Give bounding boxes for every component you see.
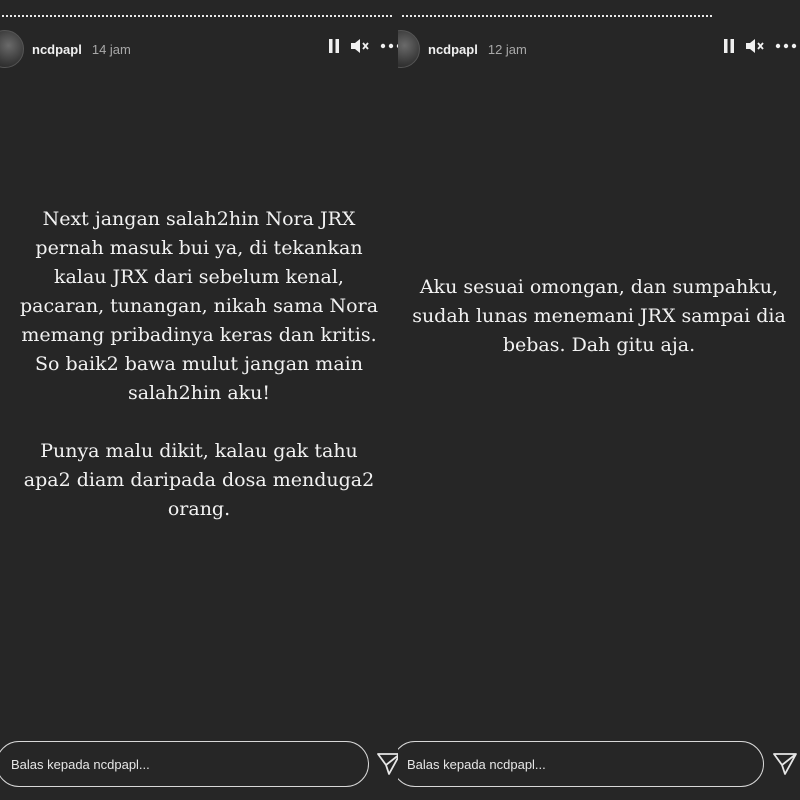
mute-icon[interactable]	[745, 38, 765, 54]
reply-row	[0, 741, 398, 789]
story-caption	[398, 273, 800, 360]
caption-paragraph: Punya malu dikit, kalau gak tahu apa2 diam daripada dosa menduga2 orang.	[23, 440, 375, 520]
pause-icon[interactable]	[723, 38, 735, 54]
avatar[interactable]	[398, 30, 420, 68]
username[interactable]: ncdpapl	[32, 41, 82, 57]
mute-icon[interactable]	[350, 38, 370, 54]
reply-placeholder: Balas kepada ncdpapl...	[407, 756, 546, 772]
reply-input[interactable]	[398, 741, 764, 787]
more-icon[interactable]	[775, 43, 797, 49]
story-controls	[723, 38, 797, 54]
reply-input[interactable]	[0, 741, 369, 787]
post-time: 12 jam	[487, 41, 527, 57]
story-progress-bar	[402, 15, 712, 17]
story-caption	[0, 205, 398, 524]
username[interactable]: ncdpapl	[428, 41, 478, 57]
more-icon[interactable]	[380, 43, 398, 49]
story-panel-right	[398, 0, 800, 800]
story-controls	[328, 38, 398, 54]
caption-paragraph: Next jangan salah2hin Nora JRX pernah masuk bui ya, di tekankan kalau JRX dari sebelum kenal, pacaran, tunangan, nikah sama Nora memang pribadinya keras dan kritis. So baik2 bawa mulut jangan main salah2hin aku!	[19, 208, 379, 404]
caption-paragraph: Aku sesuai omongan, dan sumpahku, sudah lunas menemani JRX sampai dia bebas. Dah gitu aja.	[412, 276, 786, 356]
send-icon[interactable]	[772, 751, 798, 782]
post-time: 14 jam	[91, 41, 131, 57]
reply-row	[398, 741, 800, 789]
send-icon[interactable]	[376, 751, 398, 782]
reply-placeholder: Balas kepada ncdpapl...	[11, 756, 150, 772]
avatar[interactable]	[0, 30, 24, 68]
story-panel-left	[0, 0, 398, 800]
pause-icon[interactable]	[328, 38, 340, 54]
story-progress-bar	[2, 15, 392, 17]
